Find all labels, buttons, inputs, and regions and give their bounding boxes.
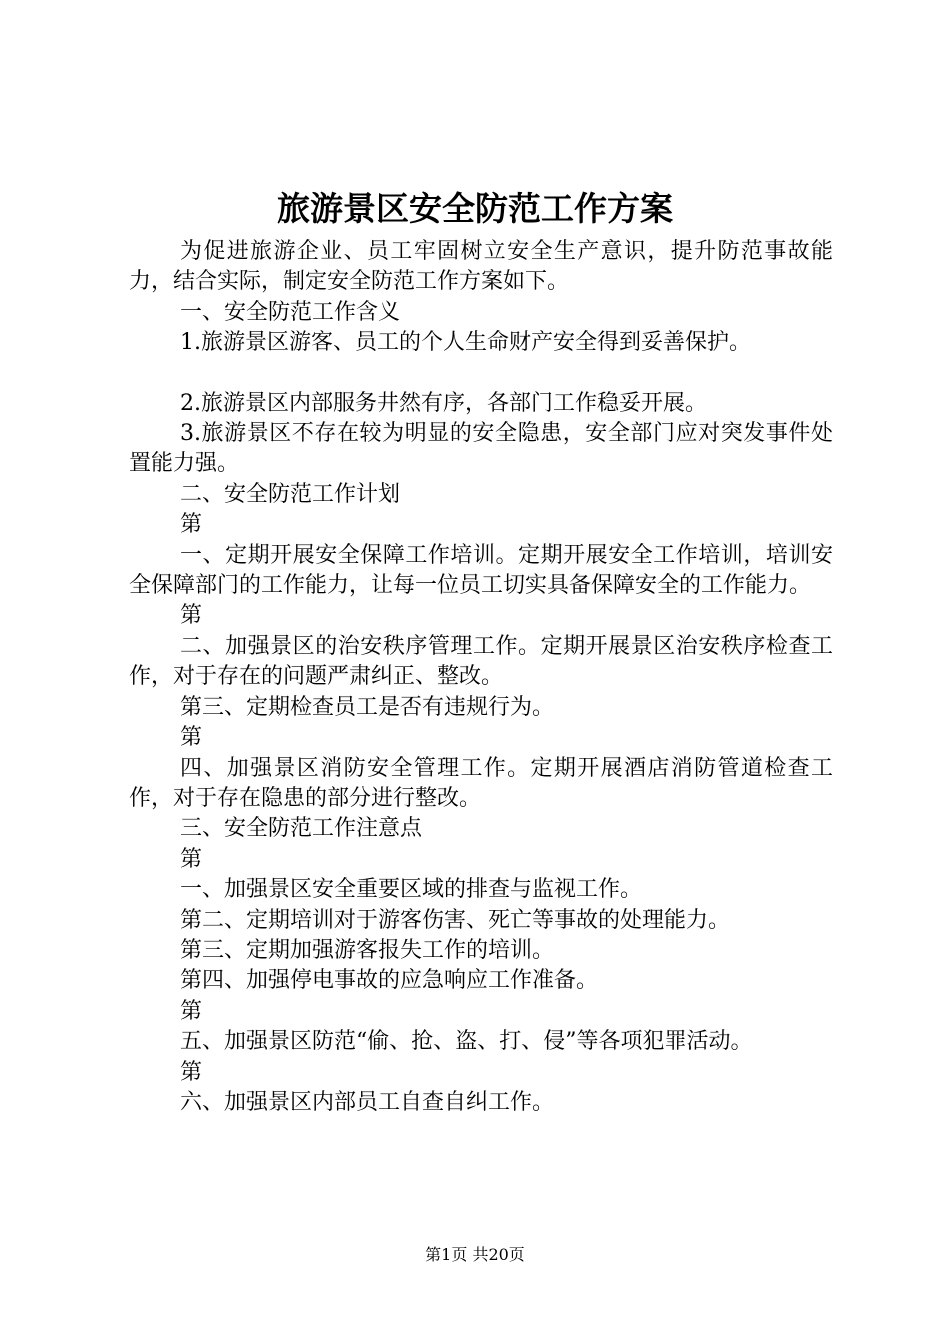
ordinal-prefix: 第 bbox=[180, 1059, 203, 1085]
plan-item-4: 四、加强景区消防安全管理工作。定期开展酒店消防管道检查工作，对于存在隐患的部分进行整改。 bbox=[129, 755, 833, 811]
plan-item-2: 二、加强景区的治安秩序管理工作。定期开展景区治安秩序检查工作，对于存在的问题严肃纠正、整改。 bbox=[129, 633, 833, 690]
ordinal-prefix: 第 bbox=[180, 998, 203, 1024]
ordinal-prefix: 第 bbox=[180, 725, 203, 751]
note-item-3: 第三、定期加强游客报失工作的培训。 bbox=[180, 937, 555, 963]
intro-paragraph: 为促进旅游企业、员工牢固树立安全生产意识，提升防范事故能力，结合实际，制定安全防范工作方案如下。 bbox=[129, 239, 833, 295]
section-heading-3: 三、安全防范工作注意点 bbox=[180, 816, 423, 842]
section-heading-1: 一、安全防范工作含义 bbox=[180, 299, 401, 325]
list-item-3: 3.旅游景区不存在较为明显的安全隐患，安全部门应对突发事件处置能力强。 bbox=[129, 421, 833, 477]
ordinal-prefix: 第 bbox=[180, 846, 203, 872]
page-footer: 第1页 共20页 bbox=[425, 1245, 525, 1264]
note-item-4: 第四、加强停电事故的应急响应工作准备。 bbox=[180, 968, 599, 994]
section-heading-2: 二、安全防范工作计划 bbox=[180, 481, 401, 507]
note-item-1: 一、加强景区安全重要区域的排查与监视工作。 bbox=[180, 877, 643, 903]
plan-item-1: 一、定期开展安全保障工作培训。定期开展安全工作培训，培训安全保障部门的工作能力，让每一位员工切实具备保障安全的工作能力。 bbox=[129, 542, 833, 599]
ordinal-prefix: 第 bbox=[180, 603, 203, 629]
document-title: 旅游景区安全防范工作方案 bbox=[277, 189, 673, 228]
plan-item-3: 第三、定期检查员工是否有违规行为。 bbox=[180, 694, 555, 720]
note-item-2: 第二、定期培训对于游客伤害、死亡等事故的处理能力。 bbox=[180, 907, 731, 933]
ordinal-prefix: 第 bbox=[180, 512, 203, 538]
document-body bbox=[129, 237, 833, 1118]
list-item-1: 1.旅游景区游客、员工的个人生命财产安全得到妥善保护。 bbox=[180, 330, 751, 356]
note-item-5: 五、加强景区防范“偷、抢、盗、打、侵”等各项犯罪活动。 bbox=[180, 1029, 753, 1055]
note-item-6: 六、加强景区内部员工自查自纠工作。 bbox=[180, 1089, 555, 1115]
list-item-2: 2.旅游景区内部服务井然有序，各部门工作稳妥开展。 bbox=[180, 390, 707, 416]
blank-line bbox=[129, 359, 833, 389]
